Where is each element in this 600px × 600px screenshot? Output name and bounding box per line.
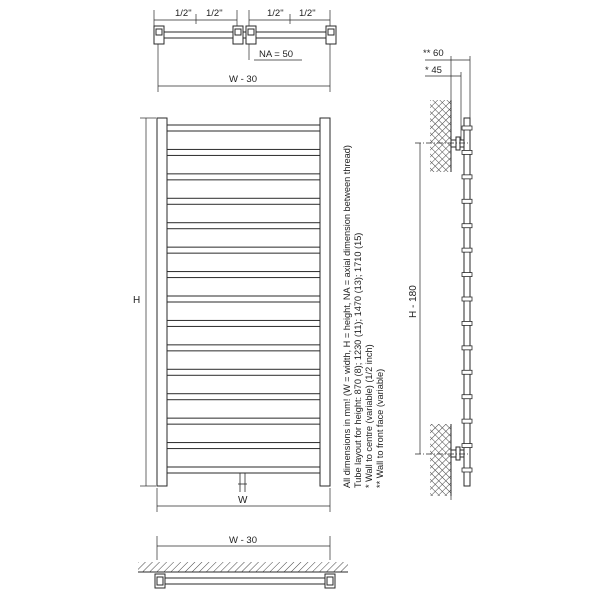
side-tube-set xyxy=(462,126,472,472)
side-tube-stub xyxy=(462,346,472,350)
tube-bar xyxy=(167,296,320,302)
tube-bar xyxy=(167,174,320,180)
tube-bar xyxy=(167,369,320,375)
tube-bar xyxy=(167,223,320,229)
tube-bar xyxy=(167,320,320,326)
tube-bar xyxy=(167,149,320,155)
thread-label-4: 1/2" xyxy=(299,8,316,19)
top-width-label: W - 30 xyxy=(229,74,257,85)
tube-bar xyxy=(167,198,320,204)
tube-bar xyxy=(167,467,320,473)
tube-bar xyxy=(167,272,320,278)
tube-bar xyxy=(167,443,320,449)
side-tube-stub xyxy=(462,248,472,252)
side-tube-stub xyxy=(462,199,472,203)
side-tube-stub xyxy=(462,395,472,399)
side-tube-stub xyxy=(462,273,472,277)
na-dimension-label: NA = 50 xyxy=(259,49,294,60)
tube-bar xyxy=(167,125,320,131)
side-tube-stub xyxy=(462,175,472,179)
tube-bar xyxy=(167,394,320,400)
side-tube-stub xyxy=(462,468,472,472)
side-view xyxy=(415,56,470,500)
side-tube-stub xyxy=(462,150,472,154)
side-tube-stub xyxy=(462,126,472,130)
centre-dimension: * 45 xyxy=(425,65,442,76)
note-line-4: ** Wall to front face (variable) xyxy=(375,368,385,488)
note-line-2: Tube layout for height: 870 (8); 1230 (11); 1470 (13); 1710 (15) xyxy=(353,232,363,488)
tube-set xyxy=(167,125,320,473)
note-line-1: All dimensions in mm! (W = width, H = height, NA = axial dimension between thread) xyxy=(342,145,352,488)
width-label: W xyxy=(238,495,248,506)
side-height-label: H - 180 xyxy=(408,285,419,318)
notes-block xyxy=(342,145,385,488)
side-tube-stub xyxy=(462,321,472,325)
side-tube-stub xyxy=(462,297,472,301)
thread-label-2: 1/2" xyxy=(206,8,223,19)
side-tube-stub xyxy=(462,419,472,423)
tube-bar xyxy=(167,345,320,351)
tube-bar xyxy=(167,247,320,253)
height-label: H xyxy=(133,295,141,306)
bottom-width-label: W - 30 xyxy=(229,535,257,546)
thread-label-1: 1/2" xyxy=(175,8,192,19)
front-face-dimension: ** 60 xyxy=(423,48,444,59)
thread-label-3: 1/2" xyxy=(267,8,284,19)
tube-bar xyxy=(167,418,320,424)
side-tube-stub xyxy=(462,224,472,228)
side-tube-stub xyxy=(462,370,472,374)
side-tube-stub xyxy=(462,444,472,448)
note-line-3: * Wall to centre (variable) (1/2 inch) xyxy=(364,344,374,488)
